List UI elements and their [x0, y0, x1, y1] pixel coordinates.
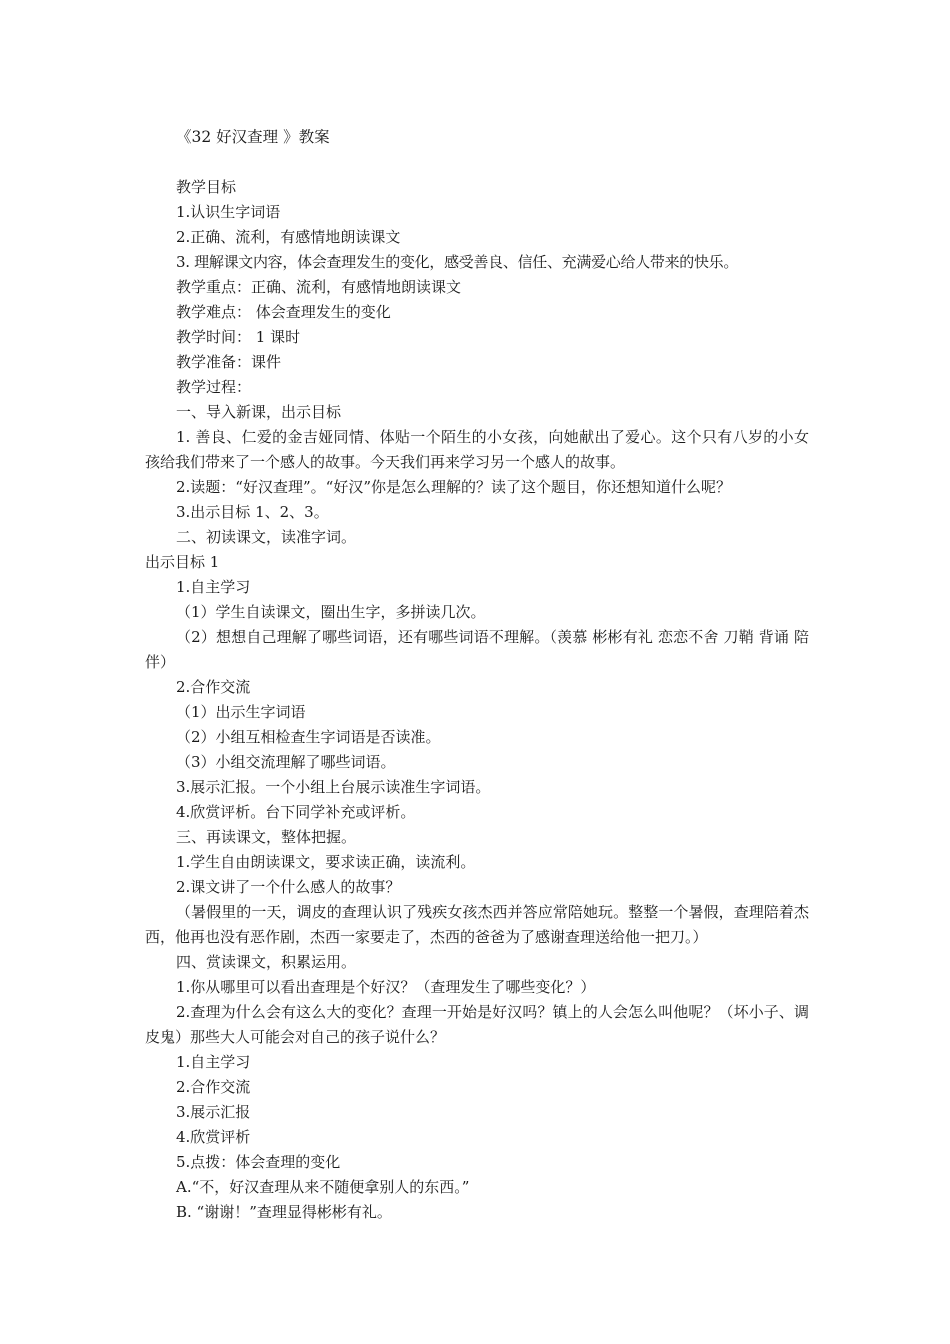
list-item-self-study-2: 1.自主学习 — [176, 1053, 251, 1071]
list-item-self-study: 1.自主学习 — [176, 578, 251, 596]
paragraph-show-objective-1: 出示目标 1 — [145, 553, 220, 571]
list-item-report-2: 3.展示汇报 — [176, 1103, 251, 1121]
list-item-hero-question: 1.你从哪里可以看出查理是个好汉？（查理发生了哪些变化？） — [176, 978, 596, 996]
teaching-process-heading: 教学过程： — [176, 378, 252, 396]
document-title: 《32 好汉查理 》教案 — [176, 128, 330, 146]
teaching-time: 教学时间： 1 课时 — [176, 328, 301, 346]
paragraph-read-title: 2.读题：“好汉查理”。“好汉”你是怎么理解的？读了这个题目，你还想知道什么呢？ — [176, 478, 731, 496]
list-item-cooperation: 2.合作交流 — [176, 678, 251, 696]
paragraph-story-summary: （暑假里的一天，调皮的查理认识了残疾女孩杰西并答应常陪她玩。整整一个暑假，查理陪着杰西，他再也没有恶作剧，杰西一家要走了，杰西的爸爸为了感谢查理送给他一把刀。） — [145, 903, 809, 946]
section-heading-1: 一、导入新课，出示目标 — [176, 403, 342, 421]
list-item-guidance: 5.点拨：体会查理的变化 — [176, 1153, 341, 1171]
section-heading-objectives: 教学目标 — [176, 178, 237, 196]
quote-b: B. “谢谢！”查理显得彬彬有礼。 — [176, 1203, 392, 1221]
list-item-vocabulary: （2）想想自己理解了哪些词语，还有哪些词语不理解。（羡慕 彬彬有礼 恋恋不舍 刀鞘 背诵 陪伴） — [145, 628, 809, 671]
section-heading-4: 四、赏读课文，积累运用。 — [176, 953, 357, 971]
paragraph-intro-story: 1. 善良、仁爱的金吉娅同情、体贴一个陌生的小女孩，向她献出了爱心。这个只有八岁的小女孩给我们带来了一个感人的故事。今天我们再来学习另一个感人的故事。 — [145, 428, 809, 471]
list-item-show-words: （1）出示生字词语 — [176, 703, 306, 721]
objective-2: 2.正确、流利，有感情地朗读课文 — [176, 228, 401, 246]
list-item-evaluate: 4.欣赏评析。台下同学补充或评析。 — [176, 803, 416, 821]
list-item-change-question: 2.查理为什么会有这么大的变化？查理一开始是好汉吗？镇上的人会怎么叫他呢？（坏小子、调皮鬼）那些大人可能会对自己的孩子说什么？ — [145, 1003, 809, 1046]
paragraph-show-objectives: 3.出示目标 1、2、3。 — [176, 503, 329, 521]
key-points: 教学重点：正确、流利，有感情地朗读课文 — [176, 278, 462, 296]
list-item-story-question: 2.课文讲了一个什么感人的故事？ — [176, 878, 401, 896]
section-heading-2: 二、初读课文，读准字词。 — [176, 528, 357, 546]
list-item-free-reading: 1.学生自由朗读课文，要求读正确，读流利。 — [176, 853, 476, 871]
document-body — [145, 175, 809, 1225]
list-item-cooperation-2: 2.合作交流 — [176, 1078, 251, 1096]
teaching-preparation: 教学准备：课件 — [176, 353, 282, 371]
list-item-check-words: （2）小组互相检查生字词语是否读准。 — [176, 728, 441, 746]
objective-3: 3. 理解课文内容，体会查理发生的变化，感受善良、信任、充满爱心给人带来的快乐。 — [176, 253, 739, 271]
list-item-read-text: （1）学生自读课文，圈出生字，多拼读几次。 — [176, 603, 486, 621]
list-item-evaluate-2: 4.欣赏评析 — [176, 1128, 251, 1146]
list-item-report: 3.展示汇报。一个小组上台展示读准生字词语。 — [176, 778, 491, 796]
quote-a: A.“不，好汉查理从来不随便拿别人的东西。” — [176, 1178, 470, 1196]
objective-1: 1.认识生字词语 — [176, 203, 281, 221]
difficult-points: 教学难点： 体会查理发生的变化 — [176, 303, 391, 321]
list-item-discuss-words: （3）小组交流理解了哪些词语。 — [176, 753, 396, 771]
section-heading-3: 三、再读课文，整体把握。 — [176, 828, 357, 846]
